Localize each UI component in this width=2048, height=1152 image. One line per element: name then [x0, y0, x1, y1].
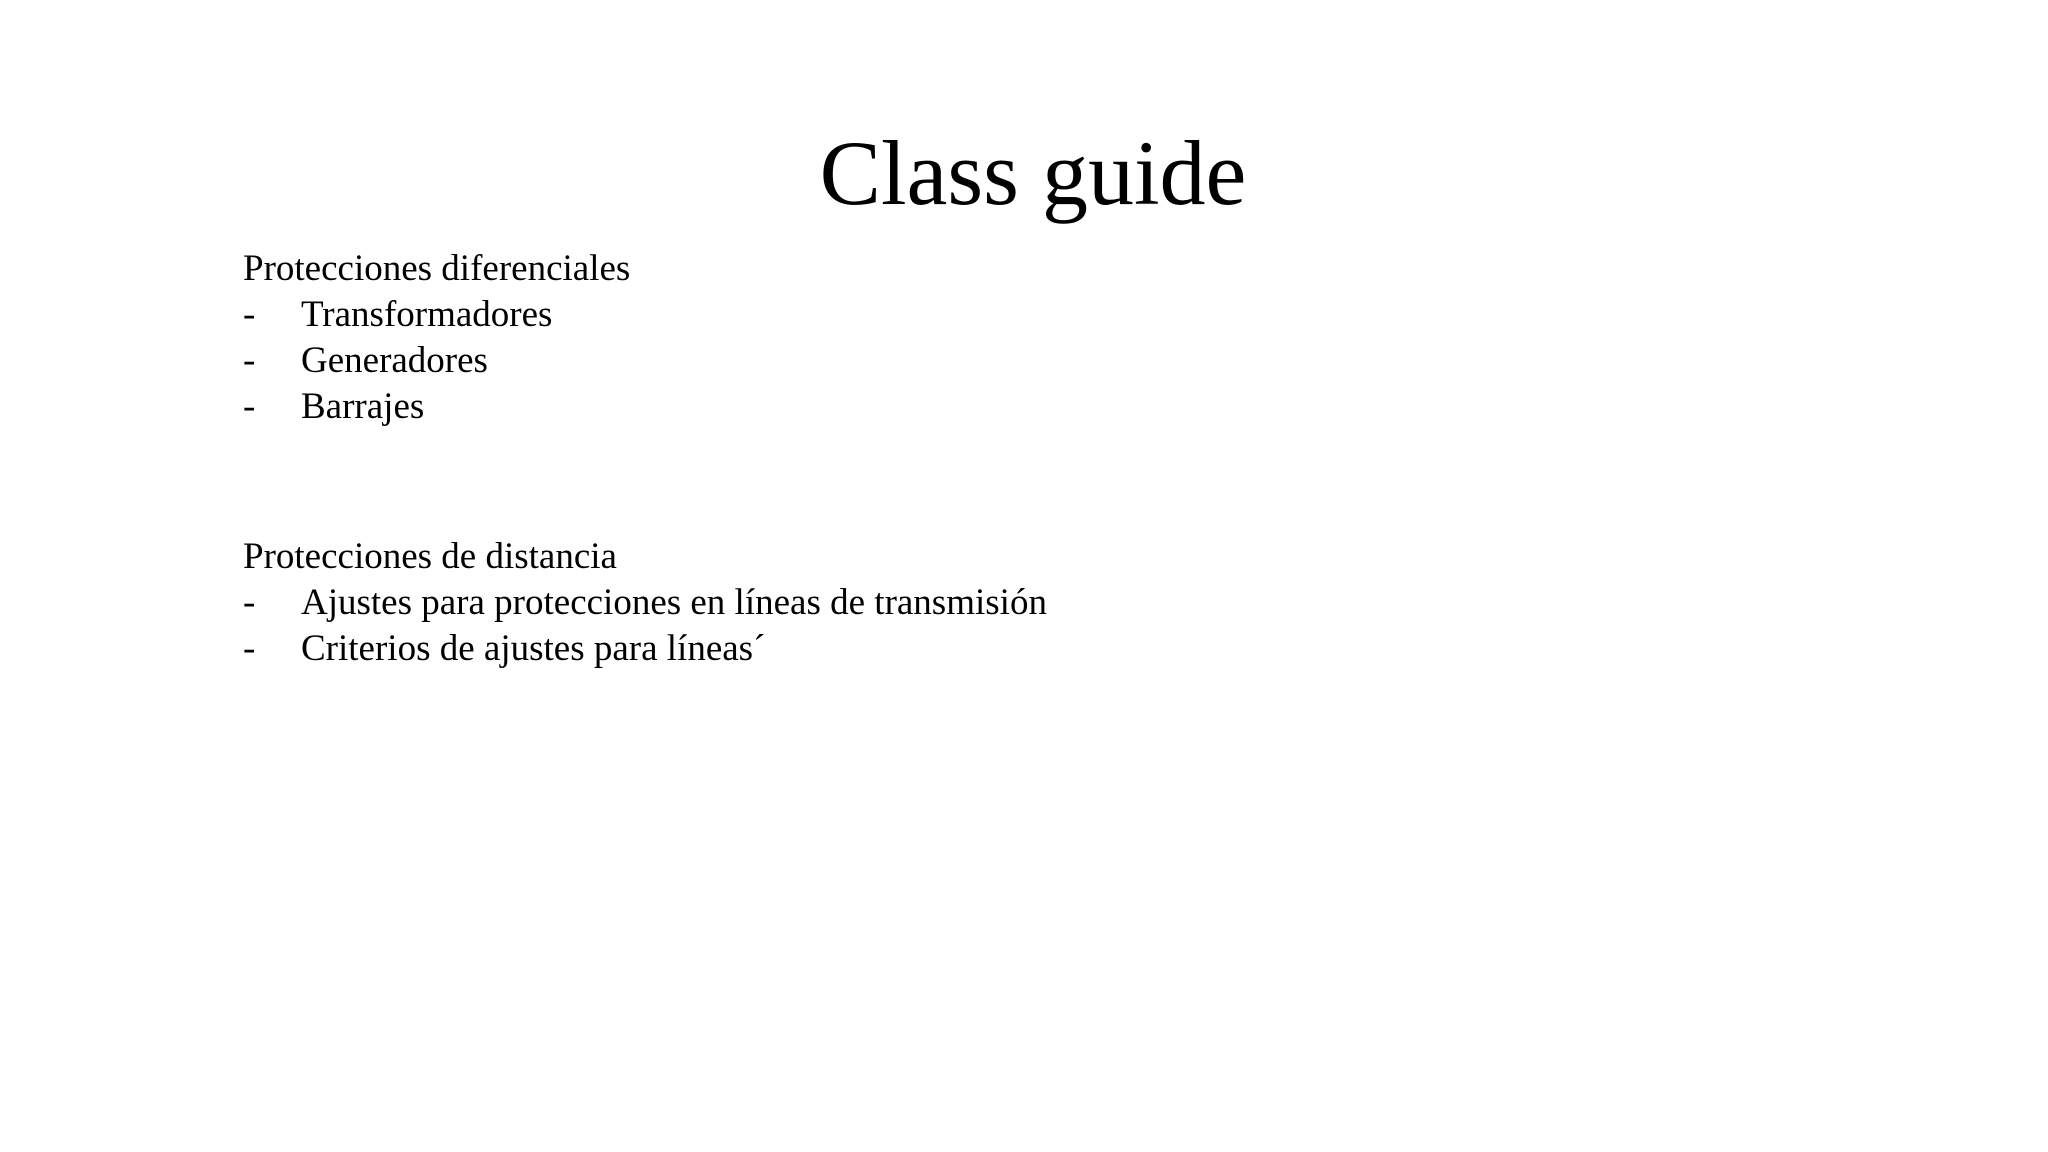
list-item: [243, 626, 1743, 672]
bullet-list: [243, 292, 1743, 430]
list-item: [243, 292, 1743, 338]
section-protecciones-diferenciales: [243, 246, 1743, 430]
section-heading: Protecciones diferenciales: [243, 248, 631, 289]
dash-bullet: -: [243, 340, 256, 381]
list-item-text: Transformadores: [301, 294, 553, 335]
list-item-text: Barrajes: [301, 386, 425, 427]
list-item-text: Ajustes para protecciones en líneas de transmisión: [301, 582, 1047, 623]
list-item-text: Criterios de ajustes para líneas´: [301, 628, 766, 669]
dash-bullet: -: [243, 582, 256, 623]
bullet-list: [243, 580, 1743, 672]
list-item: [243, 580, 1743, 626]
list-item: [243, 338, 1743, 384]
dash-bullet: -: [243, 386, 256, 427]
list-item: [243, 384, 1743, 430]
list-item-text: Generadores: [301, 340, 488, 381]
section-protecciones-de-distancia: [243, 534, 1743, 672]
dash-bullet: -: [243, 628, 256, 669]
section-heading: Protecciones de distancia: [243, 536, 617, 577]
dash-bullet: -: [243, 294, 256, 335]
slide-title: Class guide: [819, 122, 1247, 224]
